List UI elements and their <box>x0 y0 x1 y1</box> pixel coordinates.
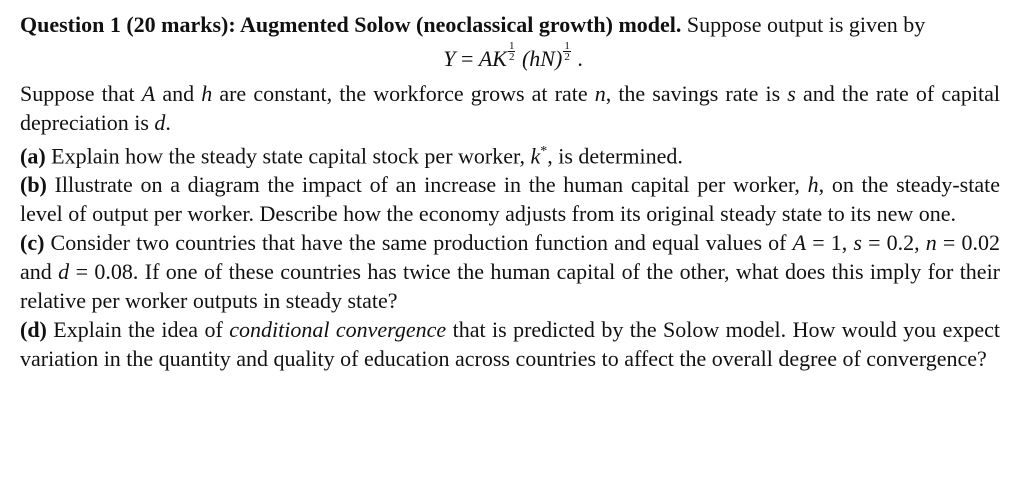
part-d-label: (d) <box>20 317 47 343</box>
intro-text: Suppose output is given by <box>686 12 926 37</box>
part-b-label: (b) <box>20 172 47 198</box>
part-a-label: (a) <box>20 143 46 169</box>
eq-exponent-2: $\frac{1}{2}$ <box>564 39 570 63</box>
part-c: (c) Consider two countries that have the same production function and equal values of A = 1, s = 0.2, n = 0.02 and d = 0.08. If one of these countries has twice the human capital of the other, what does this imply for their relative per worker outputs in steady state? <box>20 230 1001 314</box>
part-a: (a) Explain how the steady state capital stock per worker, k*, is determined. <box>20 143 683 169</box>
part-b: (b) Illustrate on a diagram the impact of an increase in the human capital per worker, h, on the steady-state level of output per worker. Describe how the economy adjusts from its original steady state to its new one. <box>20 172 1000 227</box>
eq-lhs: Y <box>443 46 456 71</box>
eq-period: . <box>577 46 583 71</box>
production-function-equation <box>20 39 1000 79</box>
question-heading: Question 1 (20 marks): Augmented Solow (neoclassical growth) model. <box>20 12 682 37</box>
eq-rhs-labor: (hN) <box>521 46 563 71</box>
part-d: (d) Explain the idea of conditional convergence that is predicted by the Solow model. How would you expect variation in the quantity and quality of education across countries to affect the overall degree of convergence? <box>20 317 1000 372</box>
part-c-label: (c) <box>20 230 45 256</box>
question-intro <box>20 10 1000 39</box>
eq-equals: = <box>460 46 474 71</box>
assumptions-paragraph: Suppose that A and h are constant, the workforce grows at rate n, the savings rate is s and the rate of capital depreciation is d. <box>20 81 1000 135</box>
eq-exponent-1: $\frac{1}{2}$ <box>508 39 515 63</box>
conditional-convergence-emphasis: conditional convergence <box>229 317 447 343</box>
eq-rhs-capital: AK <box>478 46 507 71</box>
